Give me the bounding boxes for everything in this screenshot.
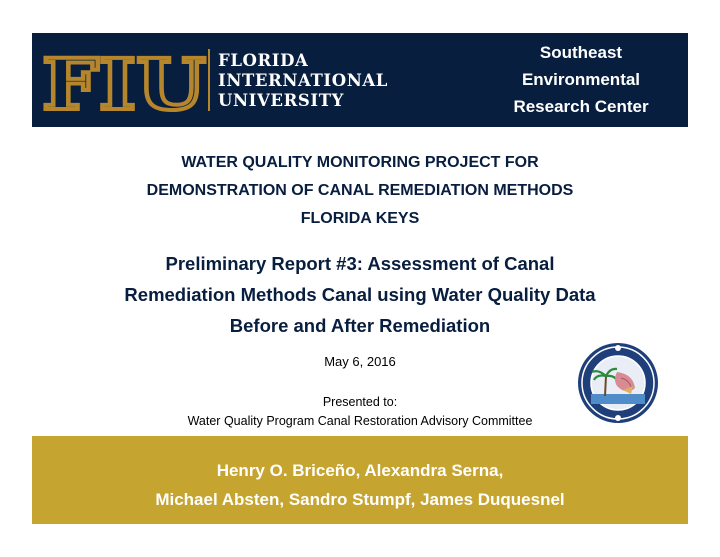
title-line: WATER QUALITY MONITORING PROJECT FOR [181,154,539,171]
page-title [40,149,680,233]
subtitle-line: Preliminary Report #3: Assessment of Canal [165,253,555,274]
report-subtitle [40,248,680,341]
center-name-line: Environmental [521,70,641,89]
presented-to-committee: Water Quality Program Canal Restoration Advisory Committee [187,414,533,428]
university-name [218,51,388,111]
logo-word: UNIVERSITY [218,91,344,110]
logo-word: INTERNATIONAL [218,71,389,90]
fiu-logo-icon [40,43,210,119]
subtitle-line: Before and After Remediation [229,315,491,336]
header-bar [32,33,688,127]
monroe-county-seal-icon [577,342,659,424]
title-line: FLORIDA KEYS [300,210,420,227]
authors-line: Henry O. Briceño, Alexandra Serna, [216,461,504,480]
logo-divider [208,49,210,111]
center-name-line: Southeast [539,43,623,62]
authors-line: Michael Absten, Sandro Stumpf, James Duquesnel [155,490,565,509]
center-name-line: Research Center [513,97,649,116]
presented-label: Presented to: [322,395,398,409]
authors-bar [32,436,688,524]
title-line: DEMONSTRATION OF CANAL REMEDIATION METHODS [146,182,574,199]
authors [32,456,688,514]
subtitle-line: Remediation Methods Canal using Water Quality Data [124,284,596,305]
report-date: May 6, 2016 [324,354,396,369]
fiu-monogram: FIU [42,43,206,119]
research-center-name [496,39,666,120]
logo-word: FLORIDA [218,51,309,70]
